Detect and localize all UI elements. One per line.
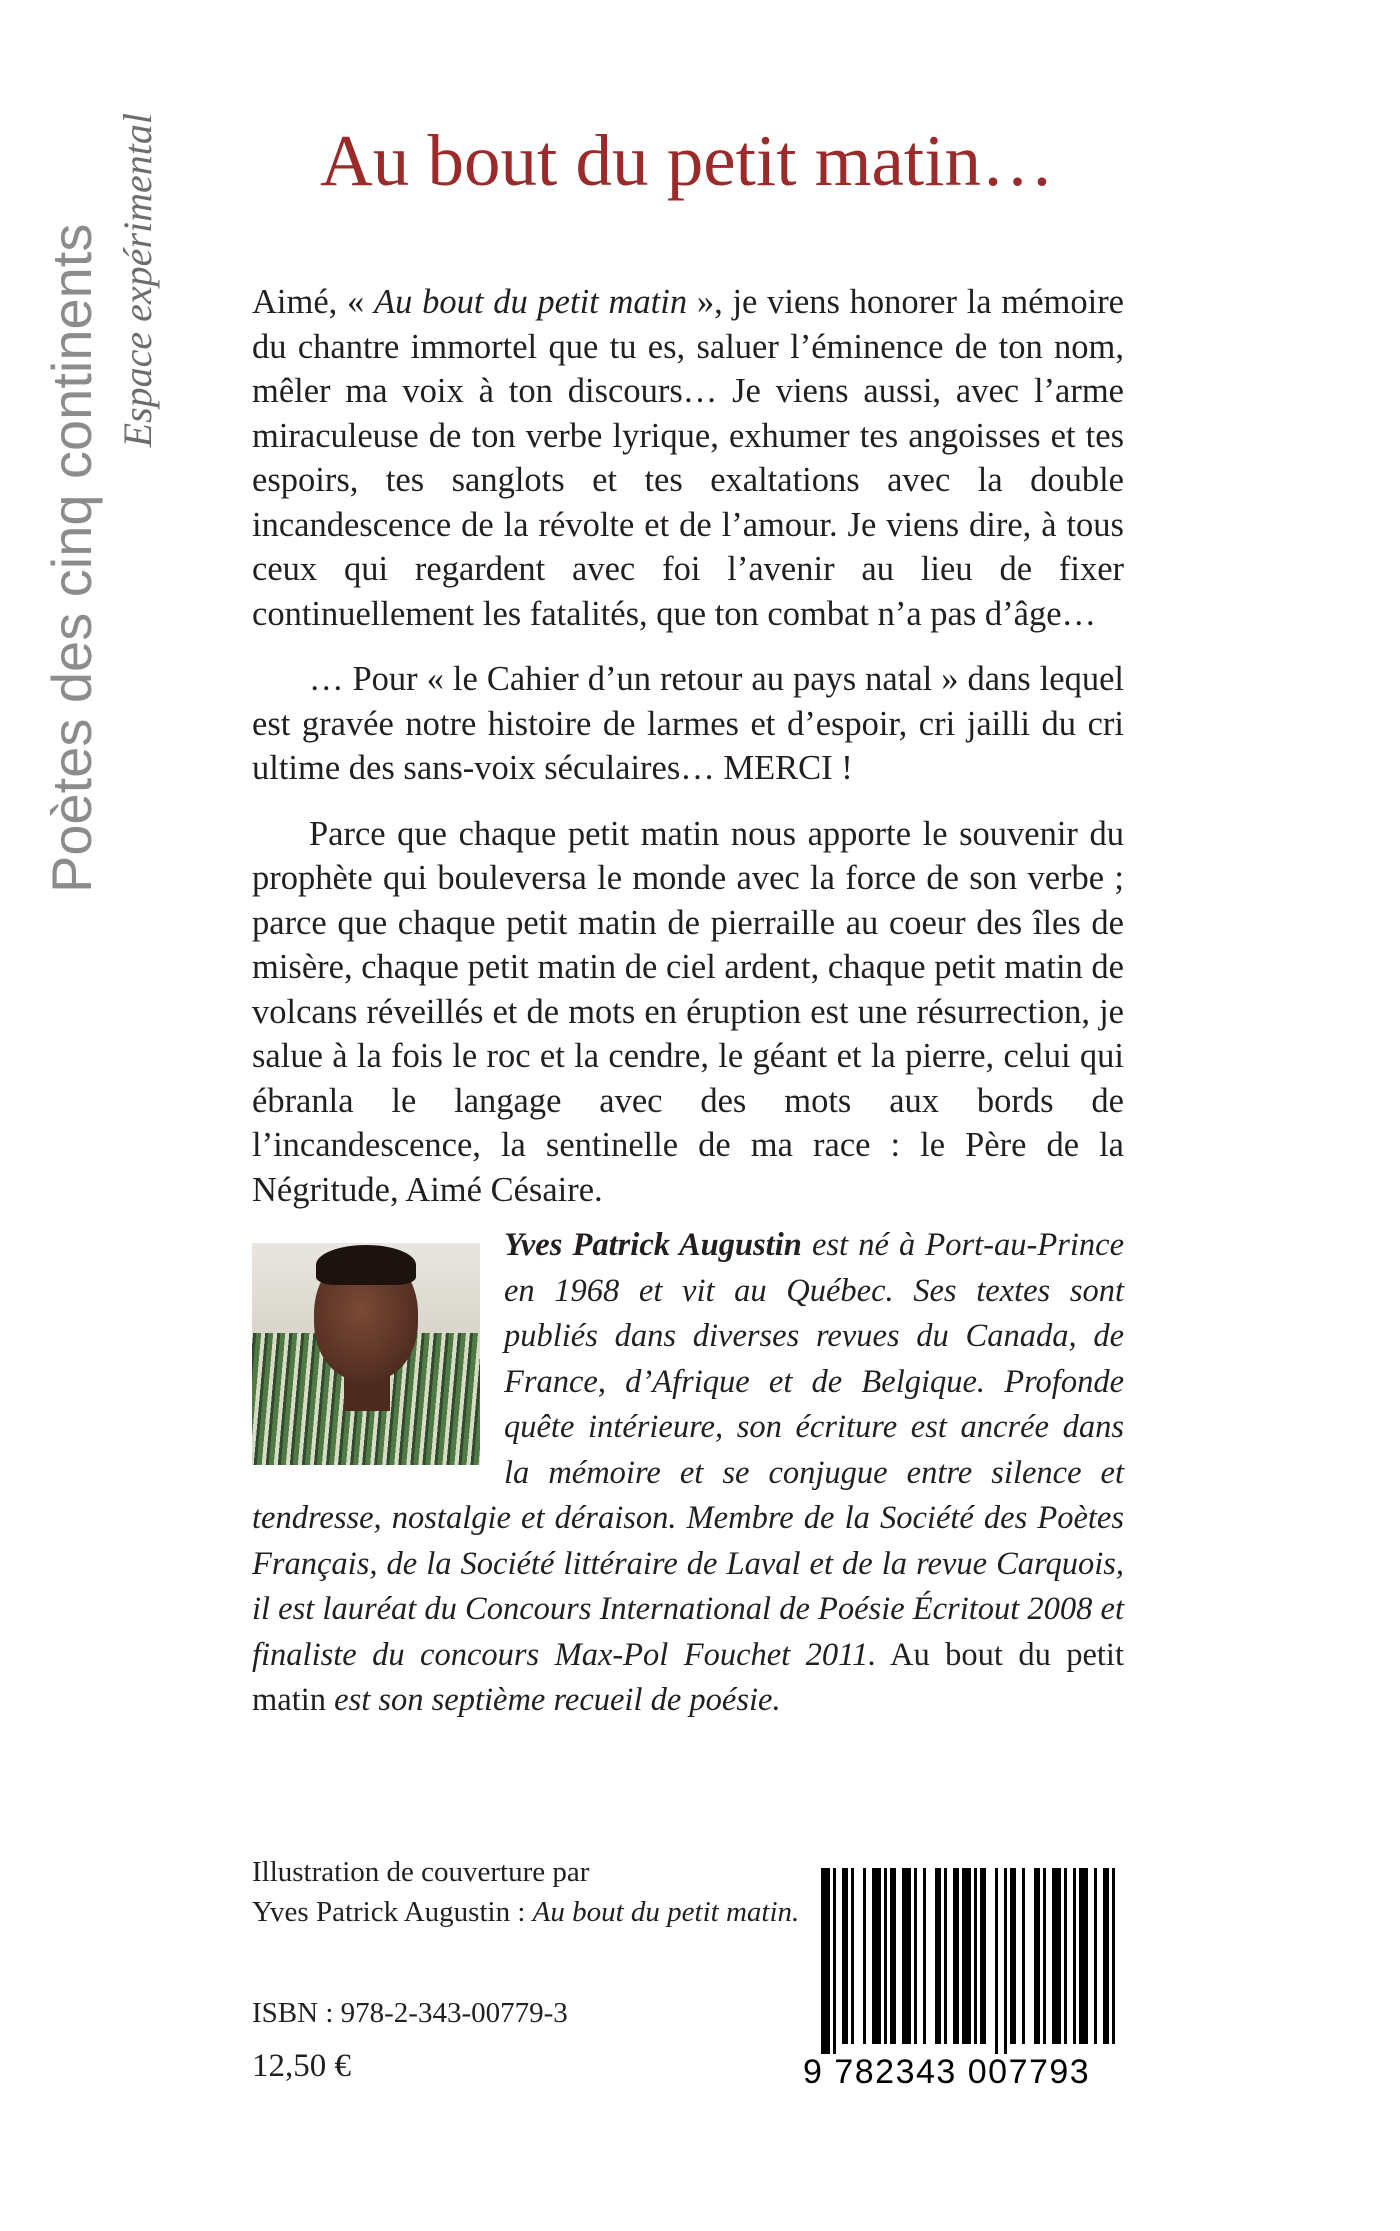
blurb-paragraph-1: Aimé, « Au bout du petit matin », je viens honorer la mémoire du chantre immortel que tu es, saluer l’éminence de ton nom, mêler ma voix à ton discours… Je viens aussi, avec l’arme miraculeuse de ton verbe lyrique, exhumer tes angoisses et tes espoirs, tes sanglots et tes exaltations avec la double incandescence de la révolte et de l’amour. Je viens dire, à tous ceux qui regardent avec foi l’avenir au lieu de fixer continuellement les fatalités, que ton combat n’a pas d’âge… xyxy=(252,283,1124,633)
blurb-paragraph-2: … Pour « le Cahier d’un retour au pays natal » dans lequel est gravée notre histoire de larmes et d’espoir, cri jailli du cri ultime des sans-voix séculaires… MERCI ! xyxy=(252,660,1124,787)
barcode-bar xyxy=(962,1868,971,2044)
barcode-bar xyxy=(914,1868,917,2044)
author-photo xyxy=(252,1243,480,1465)
barcode-bar xyxy=(1043,1868,1046,2044)
bio-book-title: Au bout du petit matin xyxy=(252,1636,1124,1718)
series-subtitle: Espace expérimental xyxy=(115,113,160,448)
barcode-bar xyxy=(1034,1868,1040,2044)
barcode-bar xyxy=(884,1868,887,2044)
barcode-bar xyxy=(1073,1868,1076,2044)
spine-vertical-titles xyxy=(40,113,180,893)
barcode-bar xyxy=(1103,1868,1109,2044)
barcode-bar xyxy=(872,1868,881,2044)
barcode-bar xyxy=(1079,1868,1088,2044)
barcode-bar xyxy=(1112,1868,1115,2044)
barcode-bar xyxy=(953,1868,959,2044)
author-name: Yves Patrick Augustin xyxy=(504,1227,802,1263)
blurb-paragraph-3: Parce que chaque petit matin nous apporte le souvenir du prophète qui bouleversa le monde avec la force de son verbe ; parce que chaque petit matin de pierraille au coeur des îles de misère, chaque petit matin de ciel ardent, chaque petit matin de volcans réveillés et de mots en éruption est une résurrection, je salue à la fois le roc et la cendre, le géant et la pierre, celui qui ébranla le langage avec des mots aux bords de l’incandescence, la sentinelle de ma race : le Père de la Négritude, Aimé Césaire. xyxy=(252,814,1124,1209)
barcode-bar xyxy=(833,1868,836,2054)
book-title: Au bout du petit matin… xyxy=(320,120,1054,201)
barcode-bar xyxy=(863,1868,866,2044)
barcode-bar xyxy=(890,1868,896,2044)
barcode-bars xyxy=(803,1868,1121,2054)
series-name: Poètes des cinq continents xyxy=(40,223,103,893)
barcode-bar xyxy=(1052,1868,1061,2044)
barcode-bar xyxy=(1094,1868,1097,2044)
barcode-bar xyxy=(821,1868,830,2054)
barcode-bar xyxy=(944,1868,947,2044)
barcode-bar xyxy=(1022,1868,1025,2044)
barcode-bar xyxy=(923,1868,926,2044)
barcode-bar xyxy=(974,1868,977,2044)
isbn: ISBN : 978-2-343-00779-3 xyxy=(252,1997,568,2029)
cover-illustration-credit: Illustration de couverture par Yves Patrick Augustin : Au bout du petit matin. xyxy=(252,1856,800,1928)
barcode-bar xyxy=(980,1868,986,2044)
barcode-bar xyxy=(842,1868,848,2044)
barcode-bar xyxy=(1064,1868,1067,2044)
barcode-digits: 9 782343 007793 xyxy=(803,2053,1091,2091)
barcode-bar xyxy=(935,1868,941,2044)
barcode-bar xyxy=(1004,1868,1007,2054)
blurb-title-reference: Au bout du petit matin xyxy=(374,283,688,321)
barcode-bar xyxy=(902,1868,911,2044)
price: 12,50 € xyxy=(252,2048,351,2084)
back-cover-blurb xyxy=(252,280,1124,1233)
author-biography: Yves Patrick Augustin est né à Port-au-Prince en 1968 et vit au Québec. Ses textes sont publiés dans diverses revues du Canada, de France, d’Afrique et de Belgique. Profonde quête intérieure, son écriture est ancrée dans la mémoire et se conjugue entre silence et tendresse, nostalgie et déraison. Membre de la Société des Poètes Français, de la Société littéraire de Laval et de la revue Carquois, il est lauréat du Concours International de Poésie Écritout 2008 et finaliste du concours Max-Pol Fouchet 2011. Au bout du petit matin est son septième recueil de poésie. xyxy=(252,1227,1124,1718)
barcode-bar xyxy=(995,1868,998,2054)
barcode-bar xyxy=(1010,1868,1016,2044)
barcode-bar xyxy=(851,1868,854,2044)
